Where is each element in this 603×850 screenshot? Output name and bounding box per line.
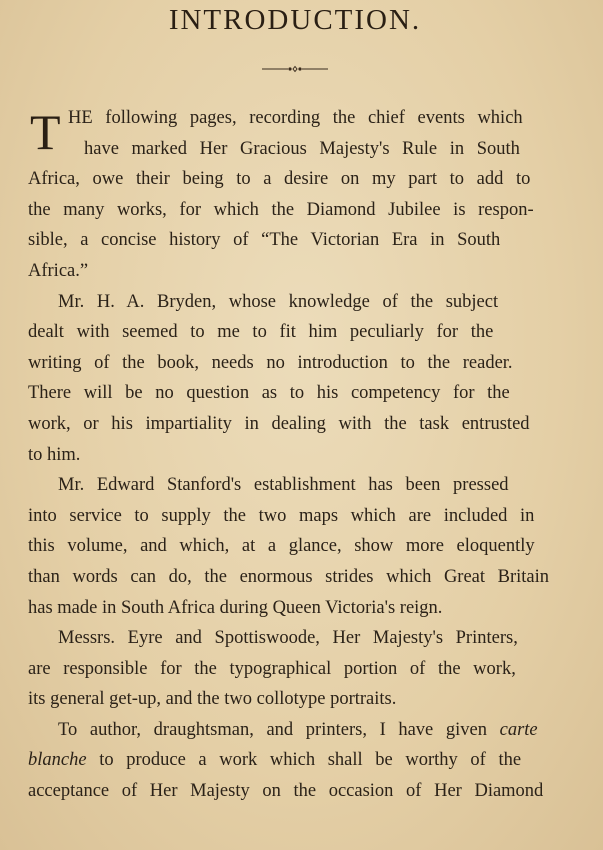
text-line [28,348,564,379]
text-line [28,715,564,746]
text-line [28,684,564,715]
line-text: Mr. Edward Stanford's establishment has been pressed [58,475,509,496]
line-text: acceptance of Her Majesty on the occasion of Her Diamond [28,781,544,802]
line-text: work, or his impartiality in dealing with the task entrusted [28,413,530,434]
ornament-divider-icon [262,64,328,74]
text-line [28,531,564,562]
line-text: There will be no question as to his competency for the [28,383,510,404]
line-text: into service to supply the two maps which are included in [28,505,535,526]
text-line [28,440,564,471]
text-line [28,654,564,685]
text-line [28,256,564,287]
line-text: to him. [28,444,81,465]
text-line [28,287,564,318]
text-line [28,776,564,807]
text-line [28,623,564,654]
text-line [28,501,564,532]
line-text: To author, draughtsman, and printers, I have given [58,719,487,740]
introduction-text [28,103,564,807]
drop-cap: T [30,104,61,160]
text-line [28,593,564,624]
italic-text: carte [499,719,538,740]
text-line [28,134,564,165]
text-line [28,745,564,776]
line-text: dealt with seemed to me to fit him peculiarly for the [28,322,494,343]
line-text: its general get-up, and the two collotype portraits. [28,689,397,710]
text-line [28,164,564,195]
text-line [28,103,564,134]
line-text: Messrs. Eyre and Spottiswoode, Her Majesty's Printers, [58,628,518,649]
text-line [28,562,564,593]
text-line [28,378,564,409]
line-text: have marked Her Gracious Majesty's Rule in South [84,138,520,159]
line-text: than words can do, the enormous strides which Great Britain [28,566,550,587]
line-text: Mr. H. A. Bryden, whose knowledge of the subject [58,291,499,312]
line-text: the many works, for which the Diamond Jubilee is respon- [28,199,534,220]
line-text: has made in South Africa during Queen Victoria's reign. [28,597,443,618]
line-text: Africa.” [28,260,89,281]
line-text: sible, a concise history of “The Victorian Era in South [28,230,501,251]
text-line [28,225,564,256]
line-text: writing of the book, needs no introduction to the reader. [28,352,513,373]
page-title: INTRODUCTION. [168,4,422,36]
text-line [28,317,564,348]
line-text: HE following pages, recording the chief events which [68,108,523,128]
text-line [28,195,564,226]
line-text: are responsible for the typographical portion of the work, [28,658,516,679]
line-text: Africa, owe their being to a desire on my part to add to [28,169,531,190]
line-text: to produce a work which shall be worthy of the [99,750,522,771]
text-line [28,409,564,440]
text-line [28,470,564,501]
italic-text: blanche [28,750,87,771]
line-text: this volume, and which, at a glance, show more eloquently [28,536,535,557]
